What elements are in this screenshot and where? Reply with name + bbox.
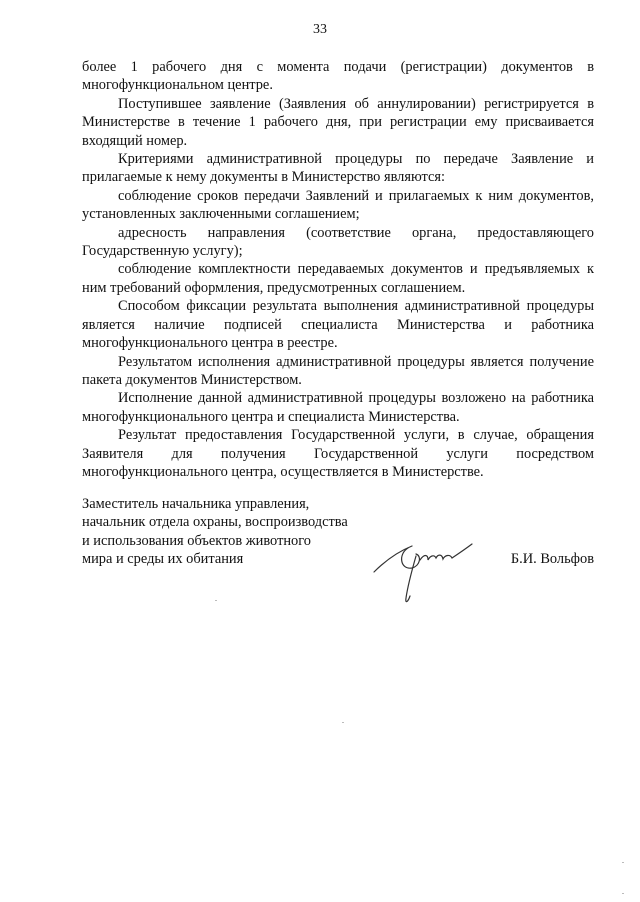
scan-speck <box>342 722 344 723</box>
signatory-position-line: и использования объектов животного <box>82 532 311 549</box>
paragraph: Способом фиксации результата выполнения административной процедуры является наличие подписей специалиста Министерства и работника многофункционального центра в реестре. <box>82 298 594 352</box>
paragraph: Исполнение данной административной процедуры возложено на работника многофункционального центра и специалиста Министерства. <box>82 390 594 425</box>
signatory-position-line: мира и среды их обитания <box>82 551 244 568</box>
paragraph: Поступившее заявление (Заявления об аннулировании) регистрируется в Министерстве в течение 1 рабочего дня, при регистрации ему присваивается входящий номер. <box>82 95 594 149</box>
signatory-position-line: начальник отдела охраны, воспроизводства <box>82 514 348 531</box>
paragraph: соблюдение сроков передачи Заявлений и прилагаемых к ним документов, установленных заключенными соглашением; <box>82 187 594 223</box>
signatory-position-line: Заместитель начальника управления, <box>82 496 310 512</box>
signatory-position <box>82 495 382 569</box>
paragraph: адресность направления (соответствие органа, предоставляющего Государственную услугу); <box>82 224 594 260</box>
paragraph: Результатом исполнения административной процедуры является получение пакета документов Министерством. <box>82 353 594 388</box>
handwritten-signature <box>368 528 478 608</box>
page-number: 33 <box>313 22 327 37</box>
paragraph: Критериями административной процедуры по передаче Заявление и прилагаемые к нему документы в Министерство являются: <box>82 151 594 186</box>
document-body <box>82 58 594 481</box>
paragraph: соблюдение комплектности передаваемых документов и предъявляемых к ним требований оформления, предусмотренных соглашением. <box>82 261 594 296</box>
paragraph: Результат предоставления Государственной услуги, в случае, обращения Заявителя для получения Государственной услуги посредством многофункционального центра, осуществляется в Министерстве. <box>82 427 594 480</box>
scan-speck <box>215 600 217 601</box>
scan-speck <box>622 862 624 863</box>
scan-speck <box>622 893 624 894</box>
signatory-name: Б.И. Вольфов <box>510 551 594 567</box>
paragraph: более 1 рабочего дня с момента подачи (регистрации) документов в многофункциональном центре. <box>82 59 594 94</box>
